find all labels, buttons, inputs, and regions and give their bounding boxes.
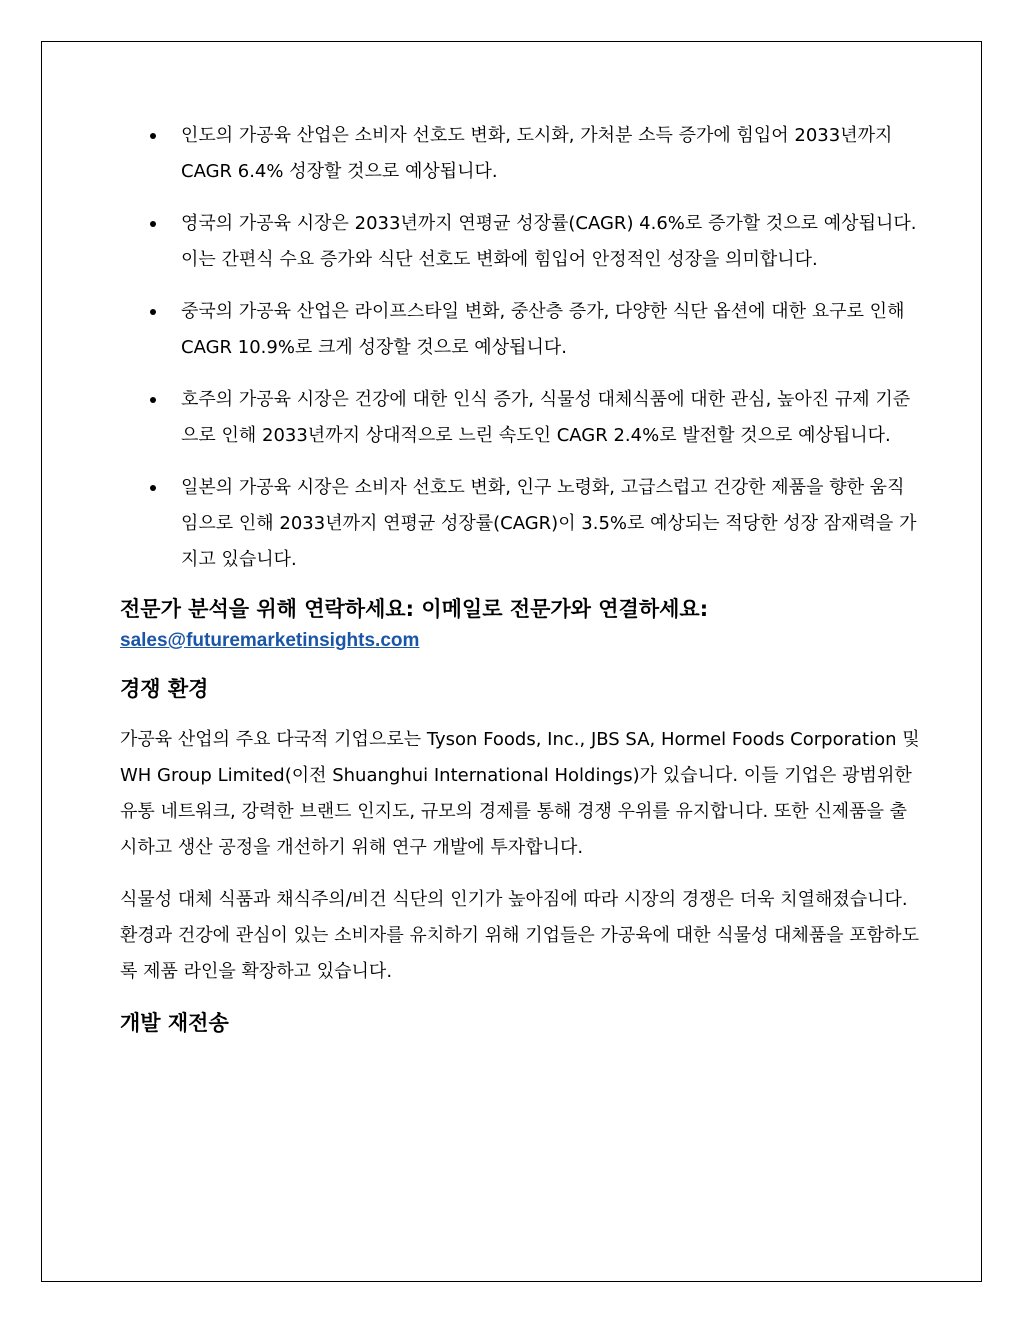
competitive-landscape-heading: 경쟁 환경: [120, 677, 209, 701]
contact-email-link[interactable]: sales@futuremarketinsights.com: [120, 630, 420, 651]
list-item-uk: [120, 206, 920, 278]
country-forecast-list: [120, 118, 920, 578]
list-item-text: 영국의 가공육 시장은 2033년까지 연평균 성장률(CAGR) 4.6%로 증가할 것으로 예상됩니다. 이는 간편식 수요 증가와 식단 선호도 변화에 힘입어 안정적인 성장을 의미합니다.: [181, 213, 917, 270]
bullet-dot-icon: [150, 397, 156, 403]
list-item-text: 일본의 가공육 시장은 소비자 선호도 변화, 인구 노령화, 고급스럽고 건강한 제품을 향한 움직임으로 인해 2033년까지 연평균 성장률(CAGR)이 3.5%로 예상되는 적당한 성장 잠재력을 가지고 있습니다.: [181, 477, 917, 570]
list-item-japan: [120, 470, 920, 578]
contact-heading: 전문가 분석을 위해 연락하세요: 이메일로 전문가와 연결하세요:: [120, 597, 709, 621]
list-item-text: 인도의 가공육 산업은 소비자 선호도 변화, 도시화, 가처분 소득 증가에 힘입어 2033년까지 CAGR 6.4% 성장할 것으로 예상됩니다.: [181, 125, 893, 182]
competitive-paragraph-1: 가공육 산업의 주요 다국적 기업으로는 Tyson Foods, Inc., JBS SA, Hormel Foods Corporation 및 WH Group Limited(이전 Shuanghui International Holdings)가 있습니다. 이들 기업은 광범위한 유통 네트워크, 강력한 브랜드 인지도, 규모의 경제를 통해 경쟁 우위를 유지합니다. 또한 신제품을 출시하고 생산 공정을 개선하기 위해 연구 개발에 투자합니다.: [120, 729, 920, 858]
development-heading: 개발 재전송: [120, 1011, 229, 1035]
bullet-dot-icon: [150, 133, 156, 139]
list-item-australia: [120, 382, 920, 454]
competitive-paragraph-2: 식물성 대체 식품과 채식주의/비건 식단의 인기가 높아짐에 따라 시장의 경쟁은 더욱 치열해졌습니다. 환경과 건강에 관심이 있는 소비자를 유치하기 위해 기업들은 가공육에 대한 식물성 대체품을 포함하도록 제품 라인을 확장하고 있습니다.: [120, 889, 919, 982]
bullet-dot-icon: [150, 221, 156, 227]
list-item-text: 중국의 가공육 산업은 라이프스타일 변화, 중산층 증가, 다양한 식단 옵션에 대한 요구로 인해 CAGR 10.9%로 크게 성장할 것으로 예상됩니다.: [181, 301, 905, 358]
bullet-dot-icon: [150, 309, 156, 315]
list-item-text: 호주의 가공육 시장은 건강에 대한 인식 증가, 식물성 대체식품에 대한 관심, 높아진 규제 기준으로 인해 2033년까지 상대적으로 느린 속도인 CAGR 2.4%로 발전할 것으로 예상됩니다.: [181, 389, 911, 446]
list-item-china: [120, 294, 920, 366]
bullet-dot-icon: [150, 485, 156, 491]
list-item-india: [120, 118, 920, 190]
document-body: [120, 118, 920, 1038]
